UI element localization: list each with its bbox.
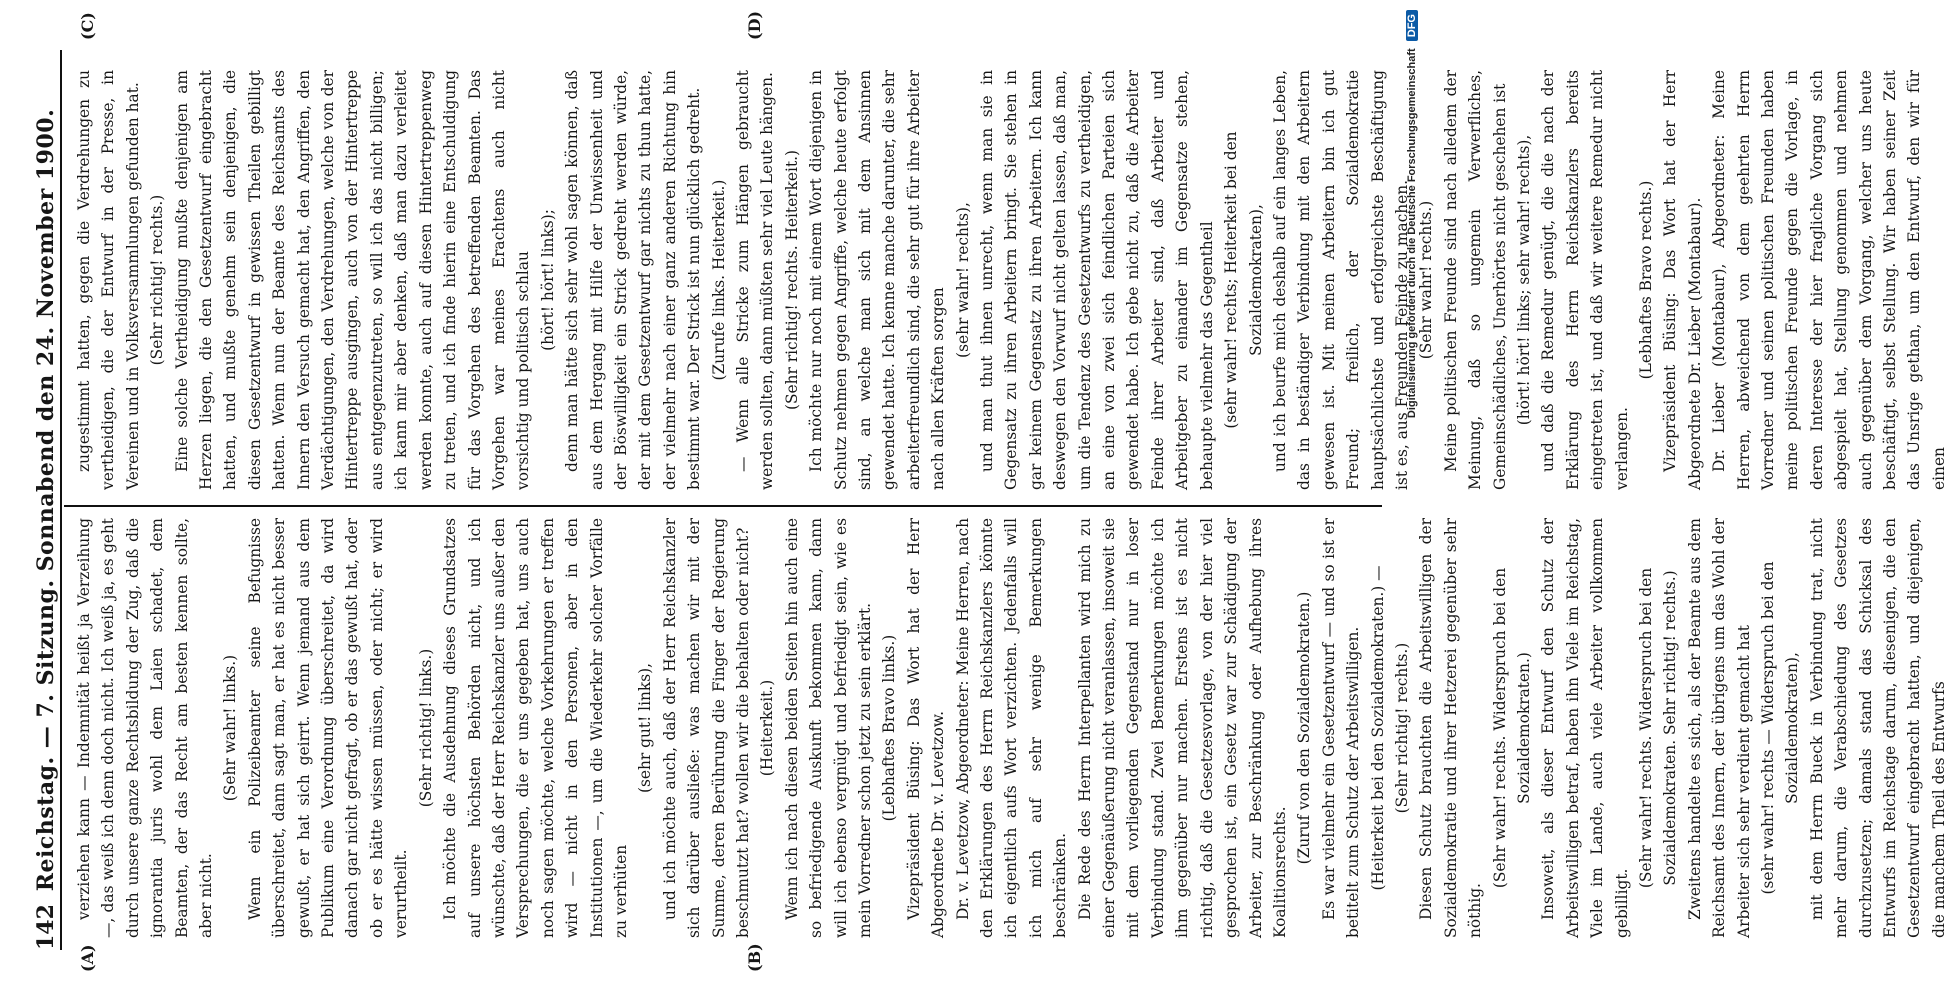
text-paragraph: und ich möchte auch, daß der Herr Reichskanzler sich darüber ausließe: was machen wir mit der Summe, deren Berührung die Finger der Regierung beschmutzt hat? wollen wir die behalten oder nicht?: [660, 518, 752, 938]
text-paragraph: Ich möchte die Ausdehnung dieses Grundsatzes auf unsere höchsten Behörden nicht, und ich wünschte, daß der Herr Reichskanzler uns außer den Versprechungen, die er uns gegeben hat, uns auch noch sagen möchte, welche Vorkehrungen er treffen wird — nicht in den Personen, aber in den Institutionen —, um die Wiederkehr solcher Vorfälle zu verhüten: [441, 518, 630, 938]
text-paragraph: (Zurufe links. Heiterkeit.): [709, 179, 728, 381]
text-paragraph: Vizepräsident Büsing: Das Wort hat der Herr Abgeordnete Dr. Lieber (Montabaur).: [1661, 70, 1704, 490]
text-paragraph: — Wenn alle Stricke zum Hängen gebraucht werden sollten, dann müßten sehr viel Leute hängen.: [733, 70, 777, 490]
text-paragraph: Dr. Lieber (Montabaur), Abgeordneter: Meine Herren, abweichend von dem geehrten Herrn Vorredner und seinen politischen Freunden haben meine politischen Freunde gegen die Vorlage, in deren Interesse der hier fragliche Vorgang sich abgespielt hat, Stellung genommen und nehmen auch gegenüber dem Vorgang, welcher uns heute beschäftigt, selbst Stellung. Wir haben seiner Zeit das Unsrige gethan, um den Entwurf, den wir für einen: [1710, 70, 1948, 490]
margin-marker-d: (D): [745, 10, 764, 40]
text-paragraph: Ich möchte nur noch mit einem Wort diejenigen in Schutz nehmen gegen Angriffe, welche heute erfolgt sind, an welche man sich mit dem Ansinnen gewendet hatte. Ich kenne manche darunter, die sehr arbeiterfreundlich sind, die sehr gut für ihre Arbeiter nach allen Kräften sorgen: [807, 70, 948, 490]
text-paragraph: (sehr wahr! rechts),: [953, 202, 972, 358]
text-paragraph: (Sehr wahr! rechts. Widerspruch bei den Sozialdemokraten.): [1490, 567, 1533, 889]
text-paragraph: (Zuruf von den Sozialdemokraten.): [1295, 591, 1314, 865]
margin-marker-a: (A): [78, 944, 97, 972]
text-paragraph: und ich beurfe mich deshalb auf ein langes Leben, das in beständiger Verbindung mit den Arbeitern gewesen ist. Mit meinen Arbeitern bin ich gut Freund; freilich, der Sozialdemokratie hauptsächlichste und erfolgreichste Beschäftigung ist es, aus Freunden Feinde zu machen.: [1270, 70, 1411, 490]
text-paragraph: (Heiterkeit bei den Sozialdemokraten.) —: [1368, 565, 1387, 891]
text-paragraph: Es war vielmehr ein Gesetzentwurf — und so ist er betitelt zum Schutz der Arbeitswilligen.: [1319, 518, 1363, 938]
text-paragraph: (sehr wahr! rechts — Widerspruch bei den Sozialdemokraten),: [1759, 561, 1802, 895]
text-paragraph: (Sehr richtig! links.): [416, 648, 435, 808]
text-paragraph: (Sehr wahr! rechts.): [1417, 200, 1436, 360]
digitization-credit: [1406, 10, 1418, 850]
left-text-column: [72, 518, 1948, 938]
text-paragraph: zugestimmt hatten, gegen die Verdrehungen zu vertheidigen, die der Entwurf in der Presse, in Vereinen und in Volksversammlungen gefunden hat.: [75, 70, 142, 490]
text-paragraph: denn man hätte sich sehr wohl sagen können, daß aus dem Hergang mit Hilfe der Unwissenheit und der Böswilligkeit ein Strick gedreht werden würde, der mit dem Gesetzentwurf gar nichts zu thun hatte, der vielmehr nach einer ganz anderen Richtung hin bestimmt war. Der Strick ist nun glücklich gedreht.: [563, 70, 704, 490]
text-paragraph: Dr. v. Levetzow, Abgeordneter: Meine Herren, nach den Erklärungen des Herrn Reichskanzlers könnte ich eigentlich aufs Wort verzichten. Jedenfalls will ich mich auf sehr wenige Bemerkungen beschränken.: [953, 518, 1070, 938]
text-paragraph: (hört! hört! links);: [538, 209, 557, 351]
running-title: Reichstag. — 7. Sitzung. Sonnabend den 24. November 1900.: [33, 108, 59, 892]
text-paragraph: (Sehr wahr! rechts. Widerspruch bei den Sozialdemokraten. Sehr richtig! rechts.): [1637, 567, 1680, 889]
text-paragraph: Insoweit, als dieser Entwurf den Schutz der Arbeitswilligen betraf, haben ihn Viele im Reichstag, Viele im Lande, auch viele Arbeiter vollkommen gebilligt.: [1539, 518, 1631, 938]
text-paragraph: (sehr wahr! rechts; Heiterkeit bei den Sozialdemokraten),: [1222, 131, 1265, 429]
text-paragraph: Diesen Schutz brauchten die Arbeitswilligen der Sozialdemokratie und ihrer Hetzerei gegenüber sehr nöthig.: [1417, 518, 1485, 938]
text-paragraph: (Heiterkeit.): [758, 679, 777, 777]
column-divider: [64, 505, 1382, 507]
text-paragraph: (Lebhaftes Bravo rechts.): [1637, 180, 1655, 380]
text-paragraph: (Sehr richtig! rechts. Heiterkeit.): [782, 149, 801, 411]
text-paragraph: Eine solche Vertheidigung mußte denjenigen am Herzen liegen, die den Gesetzentwurf eingebracht hatten, und mußte genehm sein denjenigen, die diesen Gesetzentwurf in gewissen Theilen gebilligt hatten. Wenn nun der Beamte des Reichsamts des Innern den Versuch gemacht hat, den Angriffen, den Verdächtigungen, den Verdrehungen, welche von der Hintertreppe ausgingen, auch von der Hintertreppe aus entgegenzutreten, so will ich das nicht billigen; ich kann mir aber denken, daß man dazu verleitet werden konnte, auch auf diesen Hintertreppenweg zu treten, und ich finde hierin eine Entschuldigung für das Vorgehen des betreffenden Beamten. Das Vorgehen war meines Erachtens auch nicht vorsichtig und politisch schlau: [172, 70, 533, 490]
text-paragraph: Vizepräsident Büsing: Das Wort hat der Herr Abgeordnete Dr. v. Levetzow.: [904, 518, 948, 938]
text-paragraph: (Sehr richtig! rechts.): [148, 194, 167, 366]
margin-marker-b: (B): [745, 943, 764, 972]
dfg-logo: DFG: [1406, 10, 1418, 41]
text-paragraph: (hört! hört! links; sehr wahr! rechts),: [1514, 134, 1533, 426]
text-paragraph: und daß die Remedur genügt, die die nach der Erklärung des Herrn Reichskanzlers bereits eingetreten ist, und daß wir weitere Remedur nicht verlangen.: [1539, 70, 1631, 490]
text-paragraph: verziehen kann — Indemnität heißt ja Verzeihung —, das weiß ich denn doch nicht. Ich weiß ja, es geht durch unsere ganze Rechtsbildung der Zug, daß die ignorantia juris wohl dem Laien schadet, dem Beamten, der das Recht am besten kennen sollte, aber nicht.: [75, 518, 216, 938]
page-number: 142: [33, 904, 59, 950]
text-paragraph: Wenn ein Polizeibeamter seine Befugnisse überschreitet, dann sagt man, er hat es nicht besser gewußt, er hat sich geirrt. Wenn jemand aus dem Publikum eine Verordnung überschreitet, da wird danach gar nicht gefragt, ob er das gewußt hat, oder ob er es hätte wissen müssen, oder nicht; er wird verurtheilt.: [245, 518, 411, 938]
text-paragraph: Die Rede des Herrn Interpellanten wird mich zu einer Gegenäußerung nicht veranlassen, insoweit sie mit dem vorliegenden Gegenstand nur in loser Verbindung stand. Zwei Bemerkungen möchte ich ihm gegenüber nur machen. Erstens ist es nicht richtig, daß die Gesetzesvorlage, von der hier viel gesprochen ist, ein Gesetz war zur Schädigung der Arbeiter, zur Beschränkung oder Aufhebung ihres Koalitionsrechts.: [1075, 518, 1289, 938]
text-paragraph: Wenn ich nach diesen beiden Seiten hin auch eine so befriedigende Auskunft bekommen kann, dann will ich ebenso vergnügt und befriedigt sein, wie es mein Vorredner schon jetzt zu sein erklärt.: [782, 518, 874, 938]
text-paragraph: und man thut ihnen unrecht, wenn man sie in Gegensatz zu ihren Arbeitern bringt. Sie stehen in gar keinem Gegensatz zu ihren Arbeitern. Ich kann deswegen den Vorwurf nicht gelten lassen, daß man, um die Tendenz des Gesetzentwurfs zu vertheidigen, an eine von zwei sich feindlichen Parteien sich gewendet habe. Ich gebe nicht zu, daß die Arbeiter Feinde ihrer Arbeiter sind, daß Arbeiter und Arbeitgeber zu einander im Gegensatze stehen, behaupte vielmehr das Gegentheil: [978, 70, 1216, 490]
text-paragraph: (Lebhaftes Bravo links.): [880, 634, 899, 822]
margin-marker-c: (C): [78, 12, 97, 40]
text-paragraph: (Sehr wahr! links.): [221, 654, 240, 802]
text-paragraph: (Sehr richtig! rechts.): [1392, 642, 1411, 814]
text-paragraph: mit dem Herrn Bueck in Verbindung trat, nicht mehr darum, die Verabschiedung des Gesetzes durchzusetzen; damals stand das Schicksal des Entwurfs im Reichstage darum, diesenigen, die den Gesetzentwurf eingebracht hatten, und diejenigen, die manchem Theil des Entwurfs: [1807, 518, 1948, 938]
credit-text: Digitalisierung gefördert durch die Deutsche Forschungsgemeinschaft: [1406, 48, 1418, 419]
text-paragraph: Zweitens handelte es sich, als der Beamte aus dem Reichsamt des Innern, der übrigens um das Wohl der Arbeiter sich sehr verdient gemacht hat: [1685, 518, 1753, 938]
page-header: [25, 50, 65, 950]
header-rule: [60, 50, 62, 950]
text-paragraph: (sehr gut! links),: [636, 662, 655, 794]
text-paragraph: Meine politischen Freunde sind nach alledem der Meinung, daß so ungemein Verwerfliches, Gemeinschädliches, Unerhörtes nicht geschehen ist: [1441, 70, 1509, 490]
